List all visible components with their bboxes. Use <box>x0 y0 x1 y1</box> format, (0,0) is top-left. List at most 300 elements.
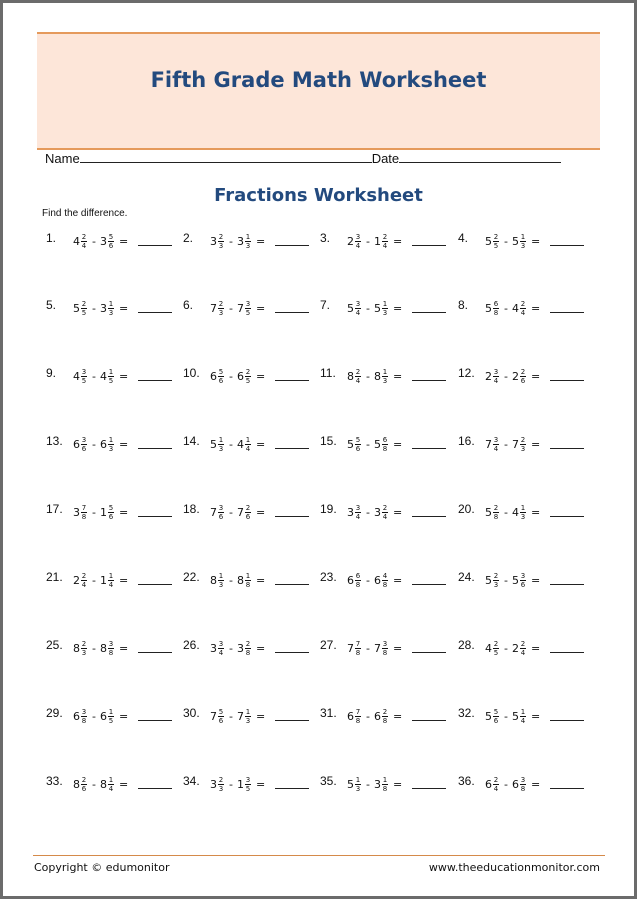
subtrahend-numerator: 3 <box>108 639 114 648</box>
minuend-fraction <box>81 436 87 453</box>
problem-number: 22. <box>183 570 200 584</box>
minuend-numerator: 1 <box>355 775 361 784</box>
minuend-numerator: 5 <box>493 707 499 716</box>
minuend-numerator: 2 <box>218 775 224 784</box>
subtrahend-fraction <box>108 436 114 453</box>
minuend-denominator: 3 <box>218 580 224 589</box>
minuend-fraction <box>218 572 224 589</box>
subtrahend-denominator: 8 <box>245 648 251 657</box>
minuend-numerator: 7 <box>355 639 361 648</box>
minuend-numerator: 2 <box>493 639 499 648</box>
subtrahend-denominator: 3 <box>245 241 251 250</box>
problem-number: 26. <box>183 638 200 652</box>
answer-blank[interactable] <box>138 245 172 246</box>
equals-sign: = <box>530 777 541 791</box>
subtrahend-denominator: 5 <box>245 376 251 385</box>
problem-expression <box>485 229 540 253</box>
subtrahend-fraction <box>520 368 526 385</box>
subtrahend-denominator: 8 <box>382 580 388 589</box>
problem-number: 5. <box>46 298 57 312</box>
subtrahend-fraction <box>382 300 388 317</box>
problem-item <box>183 296 313 320</box>
subtrahend-numerator: 1 <box>520 232 526 241</box>
answer-blank[interactable] <box>412 788 446 789</box>
subtrahend-numerator: 3 <box>520 571 526 580</box>
equals-sign: = <box>255 301 266 315</box>
minuend-fraction <box>493 368 499 385</box>
problem-number: 6. <box>183 298 194 312</box>
date-label: Date <box>371 151 400 166</box>
minuend-denominator: 6 <box>218 716 224 725</box>
problem-number: 1. <box>46 231 57 245</box>
answer-blank[interactable] <box>275 652 309 653</box>
problem-number: 21. <box>46 570 63 584</box>
answer-blank[interactable] <box>550 380 584 381</box>
minuend-whole: 6 <box>485 777 492 791</box>
minuend-denominator: 4 <box>218 648 224 657</box>
answer-blank[interactable] <box>138 448 172 449</box>
answer-blank[interactable] <box>412 516 446 517</box>
subtrahend-denominator: 8 <box>108 648 114 657</box>
subtrahend-whole: 3 <box>373 777 381 791</box>
minuend-fraction <box>355 776 361 793</box>
answer-blank[interactable] <box>138 788 172 789</box>
subtrahend-denominator: 4 <box>245 444 251 453</box>
minus-sign: - <box>504 777 508 791</box>
minuend-denominator: 5 <box>81 308 87 317</box>
minuend-fraction <box>493 708 499 725</box>
answer-blank[interactable] <box>275 245 309 246</box>
subtrahend-denominator: 6 <box>245 512 251 521</box>
answer-blank[interactable] <box>275 516 309 517</box>
subtrahend-numerator: 1 <box>108 299 114 308</box>
minus-sign: - <box>366 573 370 587</box>
minus-sign: - <box>92 234 96 248</box>
minuend-denominator: 8 <box>493 512 499 521</box>
problem-expression <box>210 636 265 660</box>
subtrahend-whole: 6 <box>236 369 244 383</box>
subtrahend-fraction <box>108 504 114 521</box>
subtrahend-whole: 5 <box>511 234 519 248</box>
answer-blank[interactable] <box>275 788 309 789</box>
subtrahend-denominator: 4 <box>382 241 388 250</box>
subtrahend-numerator: 2 <box>520 299 526 308</box>
subtrahend-numerator: 1 <box>245 435 251 444</box>
subtrahend-numerator: 1 <box>382 367 388 376</box>
problem-number: 12. <box>458 366 475 380</box>
subtrahend-whole: 5 <box>511 573 519 587</box>
minuend-denominator: 4 <box>355 241 361 250</box>
answer-blank[interactable] <box>412 448 446 449</box>
minuend-denominator: 8 <box>81 716 87 725</box>
subtrahend-numerator: 6 <box>382 435 388 444</box>
minuend-denominator: 4 <box>81 241 87 250</box>
subtrahend-denominator: 8 <box>382 648 388 657</box>
problem-expression <box>485 296 540 320</box>
subtrahend-fraction <box>108 708 114 725</box>
answer-blank[interactable] <box>412 245 446 246</box>
minuend-fraction <box>218 640 224 657</box>
problem-number: 7. <box>320 298 331 312</box>
minuend-fraction <box>355 436 361 453</box>
problem-expression <box>485 772 540 796</box>
minus-sign: - <box>229 709 233 723</box>
answer-blank[interactable] <box>275 312 309 313</box>
minuend-whole: 2 <box>347 234 354 248</box>
minuend-whole: 6 <box>210 369 217 383</box>
minuend-fraction <box>218 300 224 317</box>
subtrahend-numerator: 1 <box>245 232 251 241</box>
subtrahend-denominator: 6 <box>520 376 526 385</box>
minuend-numerator: 2 <box>81 639 87 648</box>
answer-blank[interactable] <box>550 788 584 789</box>
answer-blank[interactable] <box>138 652 172 653</box>
problem-expression <box>210 432 265 456</box>
answer-blank[interactable] <box>550 516 584 517</box>
subtrahend-denominator: 3 <box>245 716 251 725</box>
minuend-denominator: 3 <box>218 444 224 453</box>
minus-sign: - <box>229 573 233 587</box>
minuend-whole: 5 <box>347 301 354 315</box>
minus-sign: - <box>366 437 370 451</box>
problem-expression <box>73 364 128 388</box>
subtrahend-fraction <box>245 708 251 725</box>
problem-expression <box>347 500 402 524</box>
subtrahend-numerator: 2 <box>382 503 388 512</box>
minuend-fraction <box>355 233 361 250</box>
subtrahend-whole: 2 <box>511 369 519 383</box>
minus-sign: - <box>92 641 96 655</box>
subtrahend-whole: 1 <box>236 777 244 791</box>
minuend-denominator: 4 <box>493 444 499 453</box>
minuend-whole: 7 <box>210 301 217 315</box>
problem-expression <box>210 229 265 253</box>
minuend-numerator: 3 <box>355 232 361 241</box>
minuend-whole: 3 <box>210 777 217 791</box>
minuend-whole: 8 <box>347 369 354 383</box>
answer-blank[interactable] <box>412 584 446 585</box>
minus-sign: - <box>366 505 370 519</box>
minuend-fraction <box>81 368 87 385</box>
equals-sign: = <box>118 709 129 723</box>
minuend-numerator: 6 <box>493 299 499 308</box>
problem-item <box>458 568 588 592</box>
answer-blank[interactable] <box>138 516 172 517</box>
equals-sign: = <box>392 505 403 519</box>
subtrahend-fraction <box>108 776 114 793</box>
section-title: Fractions Worksheet <box>214 185 423 206</box>
problem-expression <box>210 296 265 320</box>
problem-item <box>320 500 450 524</box>
subtrahend-fraction <box>520 572 526 589</box>
problem-expression <box>347 229 402 253</box>
problem-number: 19. <box>320 502 337 516</box>
minuend-fraction <box>493 233 499 250</box>
minuend-numerator: 2 <box>81 571 87 580</box>
minuend-whole: 8 <box>210 573 217 587</box>
subtrahend-numerator: 3 <box>245 299 251 308</box>
answer-blank[interactable] <box>138 720 172 721</box>
minuend-denominator: 4 <box>493 784 499 793</box>
minuend-whole: 7 <box>485 437 492 451</box>
subtrahend-fraction <box>382 368 388 385</box>
minuend-fraction <box>218 436 224 453</box>
minus-sign: - <box>229 437 233 451</box>
subtrahend-whole: 1 <box>373 234 381 248</box>
subtrahend-numerator: 1 <box>108 435 114 444</box>
equals-sign: = <box>118 573 129 587</box>
answer-blank[interactable] <box>412 720 446 721</box>
minuend-denominator: 5 <box>493 241 499 250</box>
problem-expression <box>485 364 540 388</box>
minuend-whole: 6 <box>73 709 80 723</box>
problem-item <box>183 432 313 456</box>
minuend-fraction <box>355 640 361 657</box>
minuend-fraction <box>218 233 224 250</box>
subtrahend-whole: 3 <box>236 234 244 248</box>
subtrahend-numerator: 2 <box>245 503 251 512</box>
equals-sign: = <box>255 437 266 451</box>
subtrahend-numerator: 1 <box>108 707 114 716</box>
subtrahend-whole: 6 <box>373 709 381 723</box>
subtrahend-numerator: 2 <box>245 367 251 376</box>
minuend-numerator: 2 <box>493 503 499 512</box>
minuend-denominator: 3 <box>493 580 499 589</box>
header-band <box>37 32 600 150</box>
name-date-row <box>45 150 561 166</box>
problem-item <box>320 704 450 728</box>
minus-sign: - <box>366 234 370 248</box>
subtrahend-whole: 8 <box>99 641 107 655</box>
subtrahend-numerator: 1 <box>108 775 114 784</box>
subtrahend-denominator: 4 <box>520 308 526 317</box>
subtrahend-numerator: 2 <box>520 639 526 648</box>
answer-blank[interactable] <box>412 380 446 381</box>
minuend-whole: 7 <box>210 709 217 723</box>
subtrahend-whole: 7 <box>373 641 381 655</box>
answer-blank[interactable] <box>275 380 309 381</box>
problem-number: 11. <box>320 366 336 380</box>
minuend-denominator: 4 <box>355 512 361 521</box>
subtrahend-fraction <box>108 640 114 657</box>
minuend-fraction <box>81 572 87 589</box>
minuend-numerator: 3 <box>81 367 87 376</box>
subtrahend-numerator: 1 <box>245 707 251 716</box>
subtrahend-whole: 1 <box>99 573 107 587</box>
minus-sign: - <box>229 234 233 248</box>
problem-number: 33. <box>46 774 63 788</box>
minus-sign: - <box>229 301 233 315</box>
subtrahend-denominator: 8 <box>382 716 388 725</box>
minuend-whole: 5 <box>485 234 492 248</box>
subtrahend-fraction <box>245 233 251 250</box>
minuend-fraction <box>81 776 87 793</box>
problem-expression <box>73 568 128 592</box>
minuend-numerator: 2 <box>493 775 499 784</box>
website-link[interactable]: www.theeducationmonitor.com <box>428 861 600 874</box>
problem-item <box>183 636 313 660</box>
problem-number: 13. <box>46 434 63 448</box>
minuend-denominator: 4 <box>493 376 499 385</box>
problem-item <box>458 772 588 796</box>
minuend-whole: 5 <box>485 301 492 315</box>
minuend-fraction <box>81 504 87 521</box>
minuend-fraction <box>355 300 361 317</box>
minuend-denominator: 6 <box>218 376 224 385</box>
subtrahend-whole: 4 <box>99 369 107 383</box>
subtrahend-numerator: 3 <box>520 775 526 784</box>
minuend-numerator: 2 <box>81 232 87 241</box>
problem-item <box>46 364 176 388</box>
answer-blank[interactable] <box>412 652 446 653</box>
problem-item <box>183 500 313 524</box>
problem-expression <box>73 772 128 796</box>
equals-sign: = <box>392 709 403 723</box>
problem-item <box>183 772 313 796</box>
minus-sign: - <box>504 505 508 519</box>
answer-blank[interactable] <box>275 584 309 585</box>
minuend-numerator: 3 <box>81 707 87 716</box>
subtrahend-fraction <box>382 436 388 453</box>
minuend-fraction <box>355 708 361 725</box>
minus-sign: - <box>92 573 96 587</box>
equals-sign: = <box>255 573 266 587</box>
subtrahend-fraction <box>245 436 251 453</box>
subtrahend-fraction <box>245 572 251 589</box>
subtrahend-whole: 8 <box>236 573 244 587</box>
problem-number: 30. <box>183 706 200 720</box>
subtrahend-denominator: 6 <box>108 512 114 521</box>
minuend-numerator: 3 <box>218 639 224 648</box>
minuend-numerator: 1 <box>218 435 224 444</box>
footer-divider <box>33 855 605 856</box>
problem-expression <box>347 704 402 728</box>
problem-item <box>320 636 450 660</box>
subtrahend-whole: 1 <box>99 505 107 519</box>
copyright-text: Copyright © edumonitor <box>34 861 170 874</box>
problem-number: 36. <box>458 774 475 788</box>
subtrahend-fraction <box>245 776 251 793</box>
minuend-whole: 6 <box>73 437 80 451</box>
answer-blank[interactable] <box>138 312 172 313</box>
subtrahend-fraction <box>245 504 251 521</box>
minus-sign: - <box>92 301 96 315</box>
subtrahend-fraction <box>520 233 526 250</box>
subtrahend-fraction <box>108 572 114 589</box>
subtrahend-fraction <box>382 776 388 793</box>
equals-sign: = <box>530 641 541 655</box>
subtrahend-fraction <box>520 300 526 317</box>
answer-blank[interactable] <box>550 312 584 313</box>
minuend-whole: 3 <box>210 234 217 248</box>
subtrahend-whole: 6 <box>99 709 107 723</box>
problem-expression <box>73 704 128 728</box>
subtrahend-numerator: 2 <box>382 707 388 716</box>
subtrahend-denominator: 8 <box>382 444 388 453</box>
subtrahend-whole: 4 <box>236 437 244 451</box>
answer-blank[interactable] <box>550 652 584 653</box>
subtrahend-fraction <box>520 504 526 521</box>
problem-item <box>46 296 176 320</box>
minuend-numerator: 2 <box>493 232 499 241</box>
subtrahend-whole: 4 <box>511 301 519 315</box>
answer-blank[interactable] <box>275 720 309 721</box>
subtrahend-whole: 7 <box>236 709 244 723</box>
problem-expression <box>210 568 265 592</box>
problem-number: 23. <box>320 570 337 584</box>
problem-number: 32. <box>458 706 475 720</box>
problem-expression <box>210 772 265 796</box>
answer-blank[interactable] <box>550 584 584 585</box>
subtrahend-whole: 3 <box>99 301 107 315</box>
answer-blank[interactable] <box>412 312 446 313</box>
answer-blank[interactable] <box>138 380 172 381</box>
problem-number: 17. <box>46 502 63 516</box>
subtrahend-denominator: 5 <box>245 308 251 317</box>
answer-blank[interactable] <box>550 720 584 721</box>
problem-number: 14. <box>183 434 200 448</box>
problem-expression <box>485 636 540 660</box>
subtrahend-denominator: 3 <box>520 512 526 521</box>
minuend-fraction <box>493 640 499 657</box>
problem-item <box>458 432 588 456</box>
minuend-denominator: 4 <box>355 376 361 385</box>
subtrahend-whole: 3 <box>236 641 244 655</box>
problem-expression <box>347 432 402 456</box>
subtrahend-numerator: 1 <box>108 367 114 376</box>
minus-sign: - <box>92 369 96 383</box>
name-field[interactable] <box>80 150 372 163</box>
minuend-whole: 5 <box>485 573 492 587</box>
subtrahend-whole: 8 <box>99 777 107 791</box>
minus-sign: - <box>504 641 508 655</box>
subtrahend-fraction <box>108 368 114 385</box>
date-field[interactable] <box>399 150 561 163</box>
answer-blank[interactable] <box>550 245 584 246</box>
minuend-fraction <box>493 436 499 453</box>
minus-sign: - <box>366 369 370 383</box>
problem-expression <box>73 636 128 660</box>
answer-blank[interactable] <box>275 448 309 449</box>
minuend-whole: 4 <box>73 234 80 248</box>
subtrahend-numerator: 5 <box>108 503 114 512</box>
subtrahend-denominator: 8 <box>520 784 526 793</box>
minuend-numerator: 2 <box>218 232 224 241</box>
answer-blank[interactable] <box>138 584 172 585</box>
subtrahend-whole: 5 <box>373 437 381 451</box>
problem-expression <box>347 636 402 660</box>
problem-number: 28. <box>458 638 475 652</box>
equals-sign: = <box>392 641 403 655</box>
minuend-fraction <box>218 504 224 521</box>
minuend-numerator: 3 <box>218 503 224 512</box>
minuend-fraction <box>81 300 87 317</box>
problem-number: 10. <box>183 366 200 380</box>
subtrahend-whole: 5 <box>373 301 381 315</box>
subtrahend-fraction <box>382 233 388 250</box>
problem-number: 4. <box>458 231 469 245</box>
subtrahend-numerator: 3 <box>382 639 388 648</box>
answer-blank[interactable] <box>550 448 584 449</box>
instructions: Find the difference. <box>42 208 128 219</box>
minus-sign: - <box>504 301 508 315</box>
subtrahend-denominator: 6 <box>108 241 114 250</box>
minuend-whole: 6 <box>347 573 354 587</box>
equals-sign: = <box>255 641 266 655</box>
equals-sign: = <box>392 777 403 791</box>
subtrahend-denominator: 4 <box>520 648 526 657</box>
minuend-denominator: 3 <box>81 648 87 657</box>
